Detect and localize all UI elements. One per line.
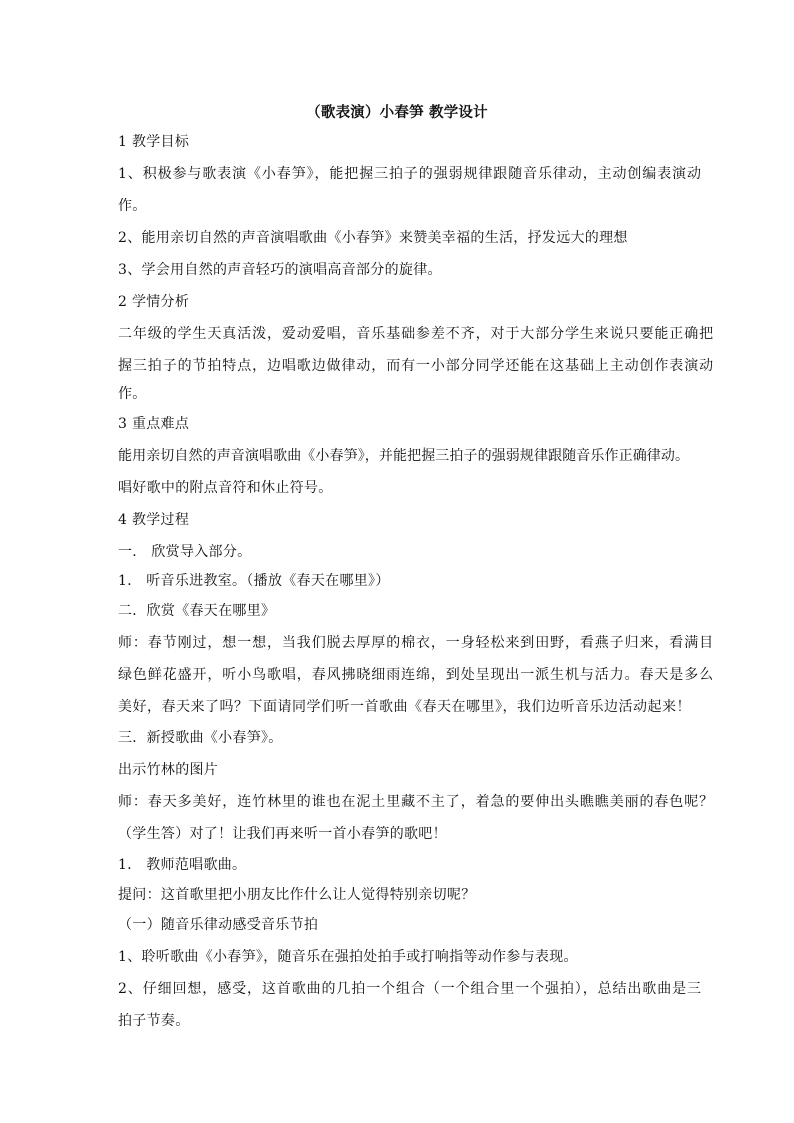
paragraph-line: 1． 教师范唱歌曲。 bbox=[118, 857, 247, 873]
section-heading-teaching-goals: 1 教学目标 bbox=[118, 134, 190, 150]
paragraph-line: 2、能用亲切自然的声音演唱歌曲《小春笋》来赞美幸福的生活，抒发远大的理想 bbox=[118, 230, 628, 246]
section-heading-teaching-process: 4 教学过程 bbox=[118, 512, 190, 528]
paragraph-line: 1． 听音乐进教室。（播放《春天在哪里》） bbox=[118, 573, 390, 589]
paragraph-line: 2、仔细回想，感受，这首歌曲的几拍一个组合（一个组合里一个强拍），总结出歌曲是三 bbox=[118, 981, 702, 997]
section-heading-student-analysis: 2 学情分析 bbox=[118, 294, 190, 310]
paragraph-line: 能用亲切自然的声音演唱歌曲《小春笋》，并能把握三拍子的强弱规律跟随音乐作正确律动。 bbox=[118, 448, 690, 464]
paragraph-line: 绿色鲜花盛开，听小鸟歌唱，春风拂晓细雨连绵，到处呈现出一派生机与活力。春天是多么 bbox=[118, 667, 714, 683]
paragraph-line: 二．欣赏《春天在哪里》 bbox=[118, 603, 276, 619]
paragraph-line: 出示竹林的图片 bbox=[118, 762, 219, 778]
paragraph-line: 提问：这首歌里把小朋友比作什么让人觉得特别亲切呢？ bbox=[118, 887, 476, 903]
section-heading-key-difficulties: 3 重点难点 bbox=[118, 416, 190, 432]
paragraph-line: 二年级的学生天真活泼，爱动爱唱，音乐基础参差不齐，对于大部分学生来说只要能正确把 bbox=[118, 326, 714, 342]
paragraph-line: 师：春天多美好，连竹林里的谁也在泥土里藏不主了，着急的要伸出头瞧瞧美丽的春色呢？ bbox=[118, 794, 714, 810]
paragraph-line: （学生答）对了！让我们再来听一首小春笋的歌吧！ bbox=[118, 826, 447, 842]
paragraph-line: 三．新授歌曲《小春笋》。 bbox=[118, 730, 283, 746]
paragraph-line: 师：春节刚过，想一想，当我们脱去厚厚的棉衣，一身轻松来到田野，看燕子归来，看满目 bbox=[118, 635, 714, 651]
paragraph-line: （一）随音乐律动感受音乐节拍 bbox=[118, 917, 319, 933]
paragraph-line: 拍子节奏。 bbox=[118, 1013, 190, 1029]
paragraph-line: 握三拍子的节拍特点，边唱歌边做律动，而有一小部分同学还能在这基础上主动创作表演动 bbox=[118, 358, 714, 374]
paragraph-line: 3、学会用自然的声音轻巧的演唱高音部分的旋律。 bbox=[118, 262, 442, 278]
paragraph-line: 一． 欣赏导入部分。 bbox=[118, 544, 252, 560]
paragraph-line: 作。 bbox=[118, 386, 147, 402]
paragraph-line: 唱好歌中的附点音符和休止符号。 bbox=[118, 480, 333, 496]
paragraph-line: 作。 bbox=[118, 198, 147, 214]
paragraph-line: 1、积极参与歌表演《小春笋》，能把握三拍子的强弱规律跟随音乐律动，主动创编表演动 bbox=[118, 166, 702, 182]
paragraph-line: 美好，春天来了吗？下面请同学们听一首歌曲《春天在哪里》，我们边听音乐边活动起来！ bbox=[118, 699, 691, 715]
document-title: （歌表演）小春笋 教学设计 bbox=[306, 104, 488, 121]
paragraph-line: 1、聆听歌曲《小春笋》，随音乐在强拍处拍手或打响指等动作参与表现。 bbox=[118, 949, 578, 965]
